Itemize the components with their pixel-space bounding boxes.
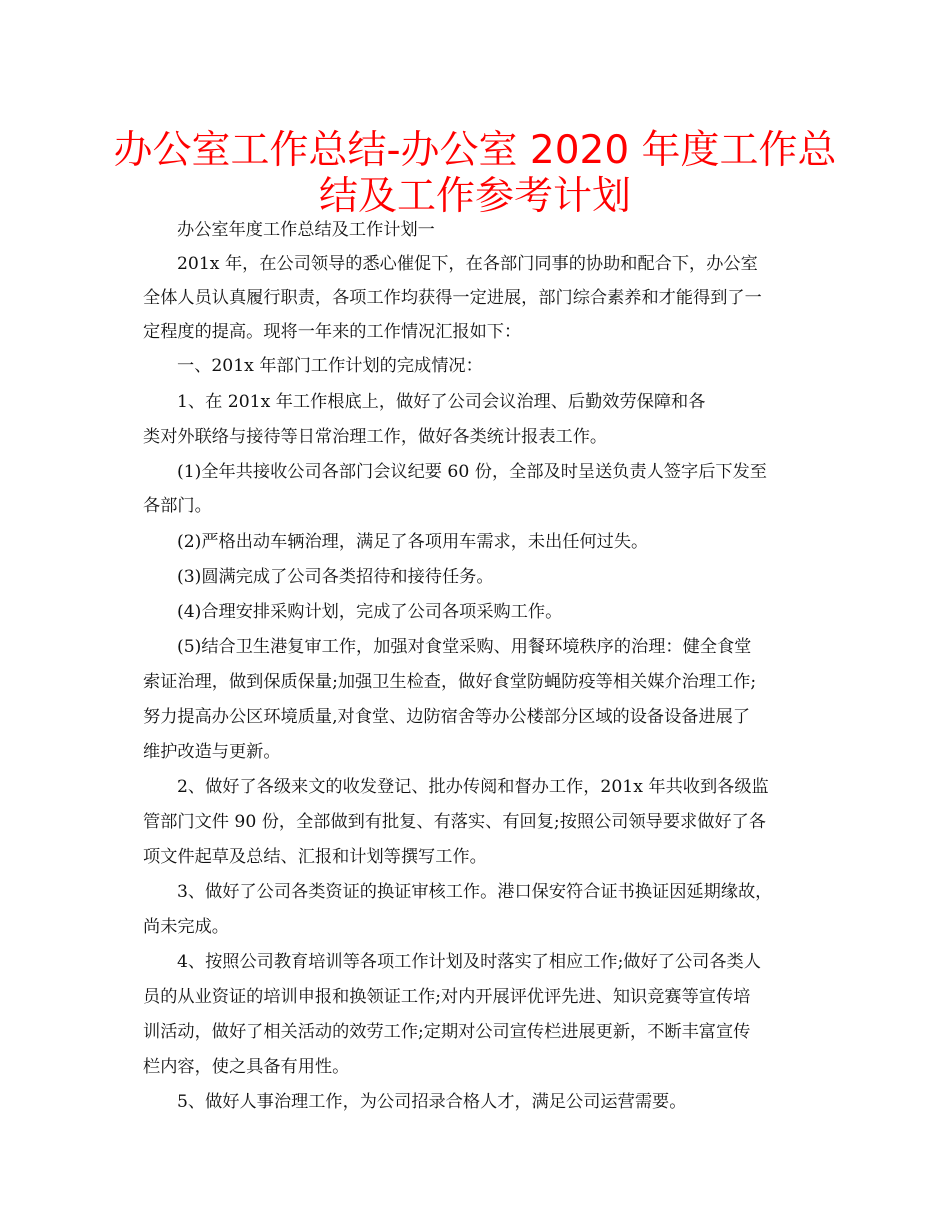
paragraph-line: 5、做好人事治理工作，为公司招录合格人才，满足公司运营需要。	[177, 1092, 687, 1112]
paragraph-line: 全体人员认真履行职责，各项工作均获得一定进展，部门综合素养和才能得到了一	[143, 288, 762, 308]
paragraph-line: 训活动，做好了相关活动的效劳工作;定期对公司宣传栏进展更新，不断丰富宣传	[143, 1022, 751, 1042]
paragraph-line: 1、在 201x 年工作根底上，做好了公司会议治理、后勤效劳保障和各	[177, 392, 706, 412]
paragraph-line: (1)全年共接收公司各部门会议纪要 60 份，全部及时呈送负责人签字后下发至	[177, 462, 767, 482]
paragraph-line: (2)严格出动车辆治理，满足了各项用车需求，未出任何过失。	[177, 532, 649, 552]
paragraph-line: 努力提高办公区环境质量,对食堂、边防宿舍等办公楼部分区域的设备设备进展了	[143, 707, 751, 727]
document-title-line-1: 办公室工作总结-办公室 2020 年度工作总	[113, 128, 837, 173]
paragraph-line: 3、做好了公司各类资证的换证审核工作。港口保安符合证书换证因延期缘故，	[177, 882, 773, 902]
paragraph-line: (4)合理安排采购计划，完成了公司各项采购工作。	[177, 602, 563, 622]
paragraph-line: (5)结合卫生港复审工作，加强对食堂采购、用餐环境秩序的治理：健全食堂	[177, 637, 752, 657]
paragraph-line: 维护改造与更新。	[143, 742, 281, 762]
paragraph-line: 栏内容，使之具备有用性。	[143, 1057, 350, 1077]
paragraph-line: 各部门。	[143, 496, 212, 516]
paragraph-line: 索证治理，做到保质保量;加强卫生检查，做好食堂防蝇防疫等相关媒介治理工作;	[143, 672, 757, 692]
paragraph-line: (3)圆满完成了公司各类招待和接待任务。	[177, 567, 494, 587]
paragraph-line: 2、做好了各级来文的收发登记、批办传阅和督办工作，201x 年共收到各级监	[177, 777, 769, 797]
paragraph-line: 类对外联络与接待等日常治理工作，做好各类统计报表工作。	[143, 427, 608, 447]
paragraph-line: 管部门文件 90 份，全部做到有批复、有落实、有回复;按照公司领导要求做好了各	[143, 812, 766, 832]
paragraph-line: 4、按照公司教育培训等各项工作计划及时落实了相应工作;做好了公司各类人	[177, 952, 761, 972]
paragraph-line: 定程度的提高。现将一年来的工作情况汇报如下：	[143, 322, 522, 342]
paragraph-line: 员的从业资证的培训申报和换领证工作;对内开展评优评先进、知识竞赛等宣传培	[143, 987, 751, 1007]
paragraph-line: 项文件起草及总结、汇报和计划等撰写工作。	[143, 847, 487, 867]
paragraph-line: 201x 年，在公司领导的悉心催促下，在各部门同事的协助和配合下，办公室	[177, 254, 758, 274]
paragraph-line: 一、201x 年部门工作计划的完成情况：	[177, 356, 483, 376]
paragraph-line: 办公室年度工作总结及工作计划一	[177, 220, 435, 240]
paragraph-line: 尚未完成。	[143, 917, 229, 937]
document-title-line-2: 结及工作参考计划	[318, 174, 631, 219]
